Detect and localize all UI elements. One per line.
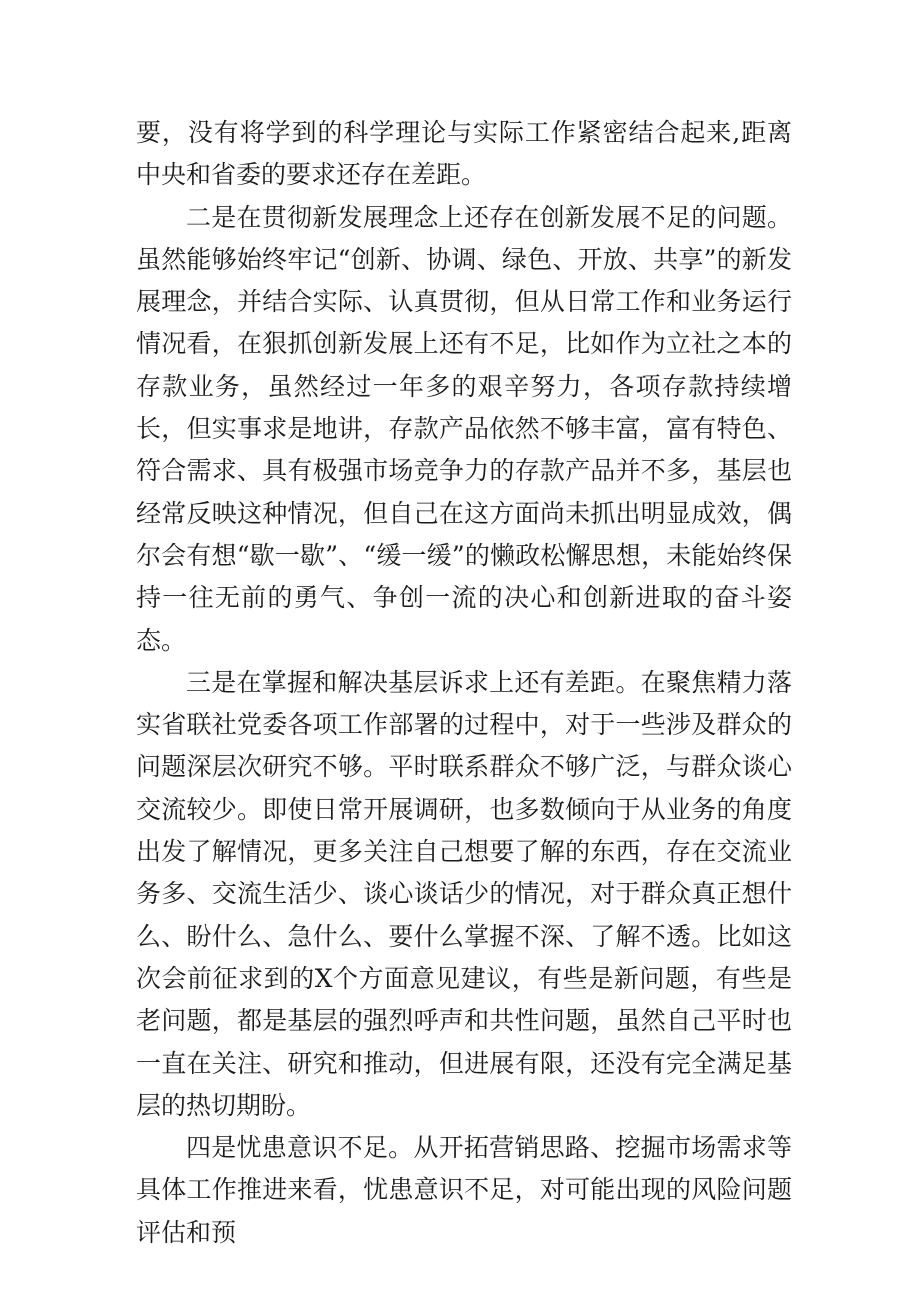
paragraph-continuation: 要，没有将学到的科学理论与实际工作紧密结合起来,距离中央和省委的要求还存在差距。 [136,118,792,190]
paragraph-point-4: 四是忧患意识不足。从开拓营销思路、挖掘市场需求等具体工作推进来看，忧患意识不足，对可能出现的风险问题评估和预 [136,1133,792,1247]
paragraph-point-3: 三是在掌握和解决基层诉求上还有差距。在聚焦精力落实省联社党委各项工作部署的过程中，对于一些涉及群众的问题深层次研究不够。平时联系群众不够广泛，与群众谈心交流较少。即使日常开展调研，也多数倾向于从业务的角度出发了解情况，更多关注自己想要了解的东西，存在交流业务多、交流生活少、谈心谈话少的情况，对于群众真正想什么、盼什么、急什么、要什么掌握不深、了解不透。比如这次会前征求到的X个方面意见建议，有些是新问题，有些是老问题，都是基层的强烈呼声和共性问题，虽然自己平时也一直在关注、研究和推动，但进展有限，还没有完全满足基层的热切期盼。 [136,667,792,1120]
document-page [136,112,792,1254]
paragraph-point-2: 二是在贯彻新发展理念上还存在创新发展不足的问题。虽然能够始终牢记“创新、协调、绿色、开放、共享”的新发展理念，并结合实际、认真贯彻，但从日常工作和业务运行情况看，在狠抓创新发展上还有不足，比如作为立社之本的存款业务，虽然经过一年多的艰辛努力，各项存款持续增长，但实事求是地讲，存款产品依然不够丰富，富有特色、符合需求、具有极强市场竞争力的存款产品并不多，基层也经常反映这种情况，但自己在这方面尚未抓出明显成效，偶尔会有想“歇一歇”、“缓一缓”的懒政松懈思想，未能始终保持一往无前的勇气、争创一流的决心和创新进取的奋斗姿态。 [136,202,792,655]
